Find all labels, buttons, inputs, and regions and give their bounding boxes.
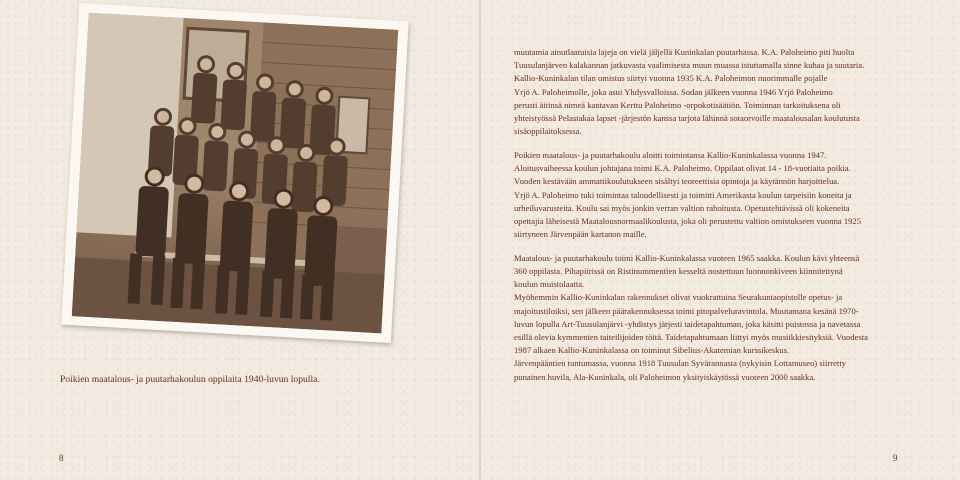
text-line: Vuoden kestävään ammattikoulutukseen sisältyi teoreettisia opintoja ja käytännön harjoitteluа. (514, 176, 840, 187)
historical-photo (61, 3, 408, 343)
paragraph-3 (514, 252, 912, 384)
text-line: 1987 alkaen Kallio-Kuninkalassa on toiminut Sibelius-Akatemian kurssikeskus. (514, 345, 790, 356)
text-line: Myöhemmin Kallio-Kuninkalan rakennukset olivat vuokrattuina Seurakuntaopistolle opetus- ja (514, 292, 843, 303)
text-line: esillä olevia kymmenien taiteilijoiden töitä. Taidetapahtumaan liittyi myös musiikkiesityksiä. Vuodesta (514, 332, 868, 343)
text-line: Maatalous- ja puutarhakoulu toimi Kallio-Kuninkalassa vuoteen 1965 saakka. Koulun kävi yhteensä (514, 252, 860, 263)
body-text (514, 46, 912, 394)
text-line: punainen huvila, Ala-Kuninkala, oli Paloheimon yksityiskäytössä vuoteen 2000 saakka. (514, 371, 816, 382)
text-line: majoitustiloiksi, sen jälkeen päärakennuksessa toimi pitopalveluravintola. Muutamana kesänä 1970- (514, 305, 859, 316)
page-number-left: 8 (59, 453, 64, 463)
photo-caption: Poikien maatalous- ja puutarhakoulun oppilaita 1940-luvun lopulla. (60, 374, 320, 385)
paragraph-1 (514, 46, 912, 138)
text-line: yhteistyössä Pelastakaa lapset -järjestön kanssa tarjota lähinnä sotaorvoille maatalousalan koulutusta (514, 113, 860, 124)
group-photo-image (72, 13, 398, 334)
paragraph-2 (514, 149, 912, 241)
text-line: urheiluvarusteita. Koulu sai myös jonkin verran valtion rahoitusta. Opetustehtävissä oli kokeneita (514, 202, 850, 213)
text-line: perusti äitinsä nimeä kantavan Kerttu Paloheimo -orpokotisäätiön. Toiminnan tarkoituksena oli (514, 99, 841, 110)
text-line: Kallio-Kuninkalan tilan omistus siirtyi vuonna 1935 K.A. Paloheimon nuorimmalle pojalle (514, 73, 828, 84)
text-line: Yrjö A. Paloheimolle, joka asui Yhdysvalloissa. Sodan jälkeen vuonna 1946 Yrjö Paloheimo (514, 86, 833, 97)
text-line: 360 oppilasta. Pihapiirissä on Ristinummentien kesseltä nostettuun luonnonkiveen kiinnitettynä (514, 266, 843, 277)
text-line: siirtyneen Järvenpään kartanon maille. (514, 229, 647, 240)
text-line: muutamia ainutlaatuisia lajeja on vielä jäljellä Kuninkalan puutarhassa. K.A. Paloheimo piti huolta (514, 47, 855, 57)
page-gutter (479, 0, 481, 480)
text-line: opettajia läheisestä Maatalousnormaalikoulusta, joka oli perustettu valtion omistukseen vuonna 1925 (514, 215, 862, 226)
text-line: Tuusulanjärven kalakannan jatkuvasta vaalimisesta muun muassa istuttamalla sinne kuhaa ja suutaria. (514, 60, 865, 71)
page-number-right: 9 (893, 453, 898, 463)
text-line: luvun lopulla Art-Tuusulanjärvi -yhdistys järjesti taidetapahtuman, joka käsitti puistossa ja navetassa (514, 318, 861, 329)
text-line: Aloitusvaiheessa koulun johtajana toimi K.A. Paloheimo. Oppilaat olivat 14 - 18-vuotiaita poikia. (514, 163, 851, 174)
text-line: koulun muistolaatta. (514, 279, 585, 290)
text-line: Yrjö A. Paloheimo tuki toimintaa taloudellisesti ja toimitti Amerikasta koulun tarpeisiin koneita ja (514, 189, 852, 200)
text-line: Poikien maatalous- ja puutarhakoulu aloitti toimintansa Kallio-Kuninkalassa vuonna 1947. (514, 149, 827, 160)
text-line: sisäoppilaitoksessa. (514, 126, 582, 137)
text-line: Järvenpääntien tuntumassa, vuonna 1918 Tuusulan Syvärannasta (nykyisin Lottamuseo) siirretty (514, 358, 847, 369)
